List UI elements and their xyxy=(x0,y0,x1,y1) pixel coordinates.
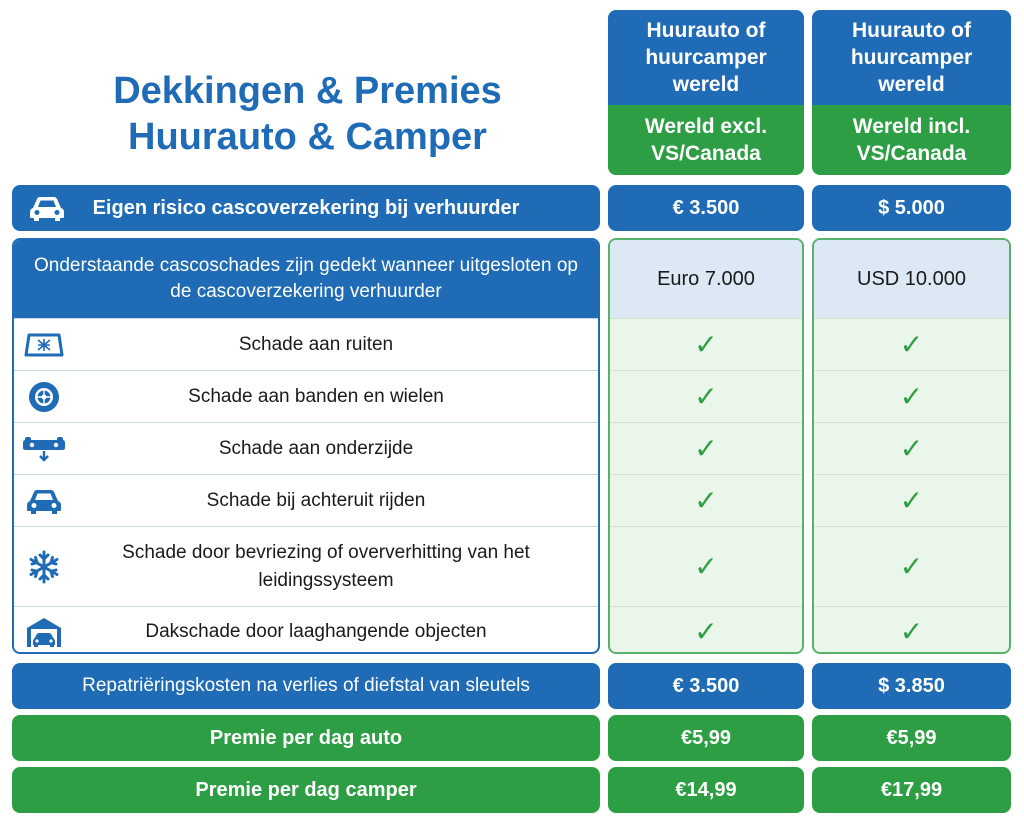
checkmark-icon: ✓ xyxy=(694,485,718,516)
column-2-header-region: Wereld incl. VS/Canada xyxy=(812,105,1011,175)
snowflake-icon xyxy=(14,549,74,585)
coverage-amount-1: Euro 7.000 xyxy=(610,240,802,318)
premie-auto-label: Premie per dag auto xyxy=(12,715,600,761)
car-icon xyxy=(14,487,74,515)
column-2-header-product: Huurauto of huurcamper wereld xyxy=(812,10,1011,105)
check-cell xyxy=(610,526,802,606)
checkmark-icon: ✓ xyxy=(694,329,718,360)
garage-icon xyxy=(14,615,74,649)
item-label: Schade door bevriezing of oververhitting van het leidingssysteem xyxy=(122,541,530,591)
checkmark-icon: ✓ xyxy=(899,551,924,582)
coverage-list xyxy=(12,238,600,654)
check-cell xyxy=(814,474,1009,526)
premie-camper-value-2: €17,99 xyxy=(812,767,1011,813)
checkmark-icon: ✓ xyxy=(694,616,718,647)
tire-icon xyxy=(14,380,74,414)
title-line-1: Dekkingen & Premies xyxy=(113,70,502,112)
eigen-risico-value-1: € 3.500 xyxy=(608,185,804,231)
list-item xyxy=(14,606,598,654)
checkmark-icon: ✓ xyxy=(899,485,924,516)
list-item xyxy=(14,370,598,422)
eigen-risico-value-2: $ 5.000 xyxy=(812,185,1011,231)
column-1-header-product: Huurauto of huurcamper wereld xyxy=(608,10,804,105)
checkmark-icon: ✓ xyxy=(694,551,718,582)
page-title xyxy=(30,68,585,160)
checkmark-icon: ✓ xyxy=(899,381,924,412)
windshield-icon xyxy=(14,332,74,358)
check-cell xyxy=(610,474,802,526)
premie-auto-value-2: €5,99 xyxy=(812,715,1011,761)
list-item xyxy=(14,526,598,606)
repatriering-value-1: € 3.500 xyxy=(608,663,804,709)
item-label: Schade bij achteruit rijden xyxy=(206,489,426,511)
eigen-risico-label-bar xyxy=(12,185,600,231)
check-cell xyxy=(610,606,802,654)
car-underside-icon xyxy=(14,434,74,464)
list-item xyxy=(14,422,598,474)
checkmark-icon: ✓ xyxy=(899,616,924,647)
check-cell xyxy=(610,422,802,474)
item-label: Schade aan onderzijde xyxy=(218,437,414,459)
coverage-column-2 xyxy=(812,238,1011,654)
eigen-risico-label: Eigen risico cascoverzekering bij verhuurder xyxy=(92,196,520,219)
item-label: Schade aan ruiten xyxy=(238,333,394,355)
list-item xyxy=(14,318,598,370)
check-cell xyxy=(814,318,1009,370)
check-cell xyxy=(814,526,1009,606)
check-cell xyxy=(814,422,1009,474)
car-icon xyxy=(12,194,82,222)
check-cell xyxy=(814,370,1009,422)
coverage-amount-2: USD 10.000 xyxy=(814,240,1009,318)
list-item xyxy=(14,474,598,526)
checkmark-icon: ✓ xyxy=(694,381,718,412)
column-1-header-region: Wereld excl. VS/Canada xyxy=(608,105,804,175)
check-cell xyxy=(610,370,802,422)
premie-camper-value-1: €14,99 xyxy=(608,767,804,813)
repatriering-label: Repatriëringskosten na verlies of diefstal van sleutels xyxy=(12,663,600,709)
check-cell xyxy=(610,318,802,370)
check-cell xyxy=(814,606,1009,654)
coverage-header: Onderstaande cascoschades zijn gedekt wanneer uitgesloten op de cascoverzekering verhuurder xyxy=(14,240,598,318)
checkmark-icon: ✓ xyxy=(694,433,718,464)
checkmark-icon: ✓ xyxy=(899,329,924,360)
premie-auto-value-1: €5,99 xyxy=(608,715,804,761)
repatriering-value-2: $ 3.850 xyxy=(812,663,1011,709)
title-line-2: Huurauto & Camper xyxy=(128,116,487,158)
item-label: Schade aan banden en wielen xyxy=(188,385,444,407)
premie-camper-label: Premie per dag camper xyxy=(12,767,600,813)
coverage-column-1 xyxy=(608,238,804,654)
checkmark-icon: ✓ xyxy=(899,433,924,464)
item-label: Dakschade door laaghangende objecten xyxy=(145,620,487,642)
